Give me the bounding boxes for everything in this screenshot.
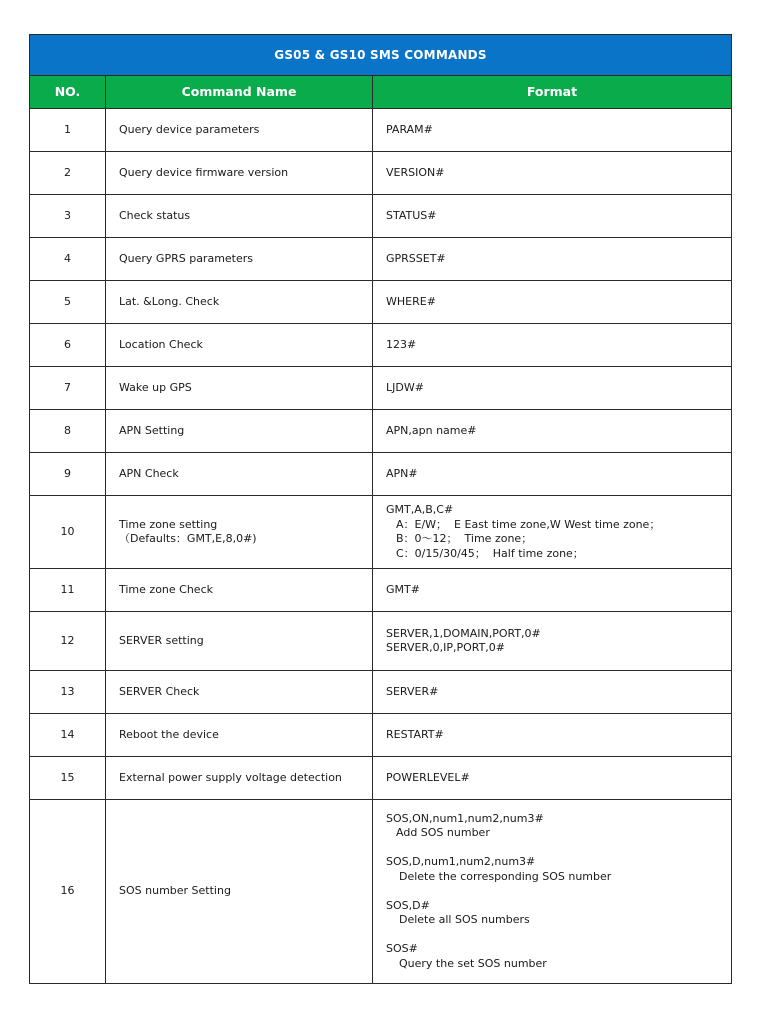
command-format: APN# <box>373 453 732 496</box>
row-number: 3 <box>30 195 106 238</box>
row-number: 13 <box>30 671 106 714</box>
command-format: RESTART# <box>373 714 732 757</box>
command-name: External power supply voltage detection <box>106 757 373 800</box>
table-title: GS05 & GS10 SMS COMMANDS <box>30 35 732 76</box>
command-name: Query GPRS parameters <box>106 238 373 281</box>
row-number: 6 <box>30 324 106 367</box>
command-name: APN Setting <box>106 410 373 453</box>
table-row <box>30 324 732 367</box>
row-number: 16 <box>30 800 106 984</box>
command-format: 123# <box>373 324 732 367</box>
row-number: 9 <box>30 453 106 496</box>
table-row <box>30 367 732 410</box>
row-number: 15 <box>30 757 106 800</box>
command-format: POWERLEVEL# <box>373 757 732 800</box>
command-format: SOS,ON,num1,num2,num3# Add SOS number SOS,D,num1,num2,num3# Delete the corresponding SOS number SOS,D# Delete all SOS numbers SOS# Query the set SOS number <box>373 800 732 984</box>
command-name: Time zone Check <box>106 569 373 612</box>
commands-document <box>29 34 731 984</box>
command-format: GMT# <box>373 569 732 612</box>
row-number: 14 <box>30 714 106 757</box>
command-format: GPRSSET# <box>373 238 732 281</box>
header-no: NO. <box>30 76 106 109</box>
table-row <box>30 800 732 984</box>
table-row <box>30 714 732 757</box>
command-name: Wake up GPS <box>106 367 373 410</box>
row-number: 2 <box>30 152 106 195</box>
header-format: Format <box>373 76 732 109</box>
header-command-name: Command Name <box>106 76 373 109</box>
command-format: VERSION# <box>373 152 732 195</box>
table-row <box>30 152 732 195</box>
row-number: 11 <box>30 569 106 612</box>
command-name: SOS number Setting <box>106 800 373 984</box>
table-row <box>30 109 732 152</box>
command-format: SERVER# <box>373 671 732 714</box>
command-format: WHERE# <box>373 281 732 324</box>
command-name: Reboot the device <box>106 714 373 757</box>
command-format: APN,apn name# <box>373 410 732 453</box>
command-name: Lat. &Long. Check <box>106 281 373 324</box>
command-format: SERVER,1,DOMAIN,PORT,0# SERVER,0,IP,PORT,0# <box>373 612 732 671</box>
command-name: SERVER Check <box>106 671 373 714</box>
table-row <box>30 757 732 800</box>
command-name: Query device firmware version <box>106 152 373 195</box>
command-format: STATUS# <box>373 195 732 238</box>
row-number: 8 <box>30 410 106 453</box>
table-row <box>30 612 732 671</box>
header-row <box>30 76 732 109</box>
command-name: APN Check <box>106 453 373 496</box>
table-row <box>30 569 732 612</box>
row-number: 7 <box>30 367 106 410</box>
table-row <box>30 410 732 453</box>
table-row <box>30 195 732 238</box>
table-row <box>30 671 732 714</box>
row-number: 12 <box>30 612 106 671</box>
command-name: Location Check <box>106 324 373 367</box>
command-name: Query device parameters <box>106 109 373 152</box>
command-name: SERVER setting <box>106 612 373 671</box>
command-name: Time zone setting （Defaults：GMT,E,8,0#) <box>106 496 373 569</box>
command-format: LJDW# <box>373 367 732 410</box>
command-format: PARAM# <box>373 109 732 152</box>
command-format: GMT,A,B,C# A：E/W； E East time zone,W West time zone； B：0～12； Time zone； C：0/15/30/45； Half time zone； <box>373 496 732 569</box>
table-row <box>30 281 732 324</box>
table-row <box>30 496 732 569</box>
row-number: 1 <box>30 109 106 152</box>
sms-commands-table <box>29 34 732 984</box>
row-number: 4 <box>30 238 106 281</box>
table-row <box>30 238 732 281</box>
command-name: Check status <box>106 195 373 238</box>
table-row <box>30 453 732 496</box>
row-number: 10 <box>30 496 106 569</box>
row-number: 5 <box>30 281 106 324</box>
